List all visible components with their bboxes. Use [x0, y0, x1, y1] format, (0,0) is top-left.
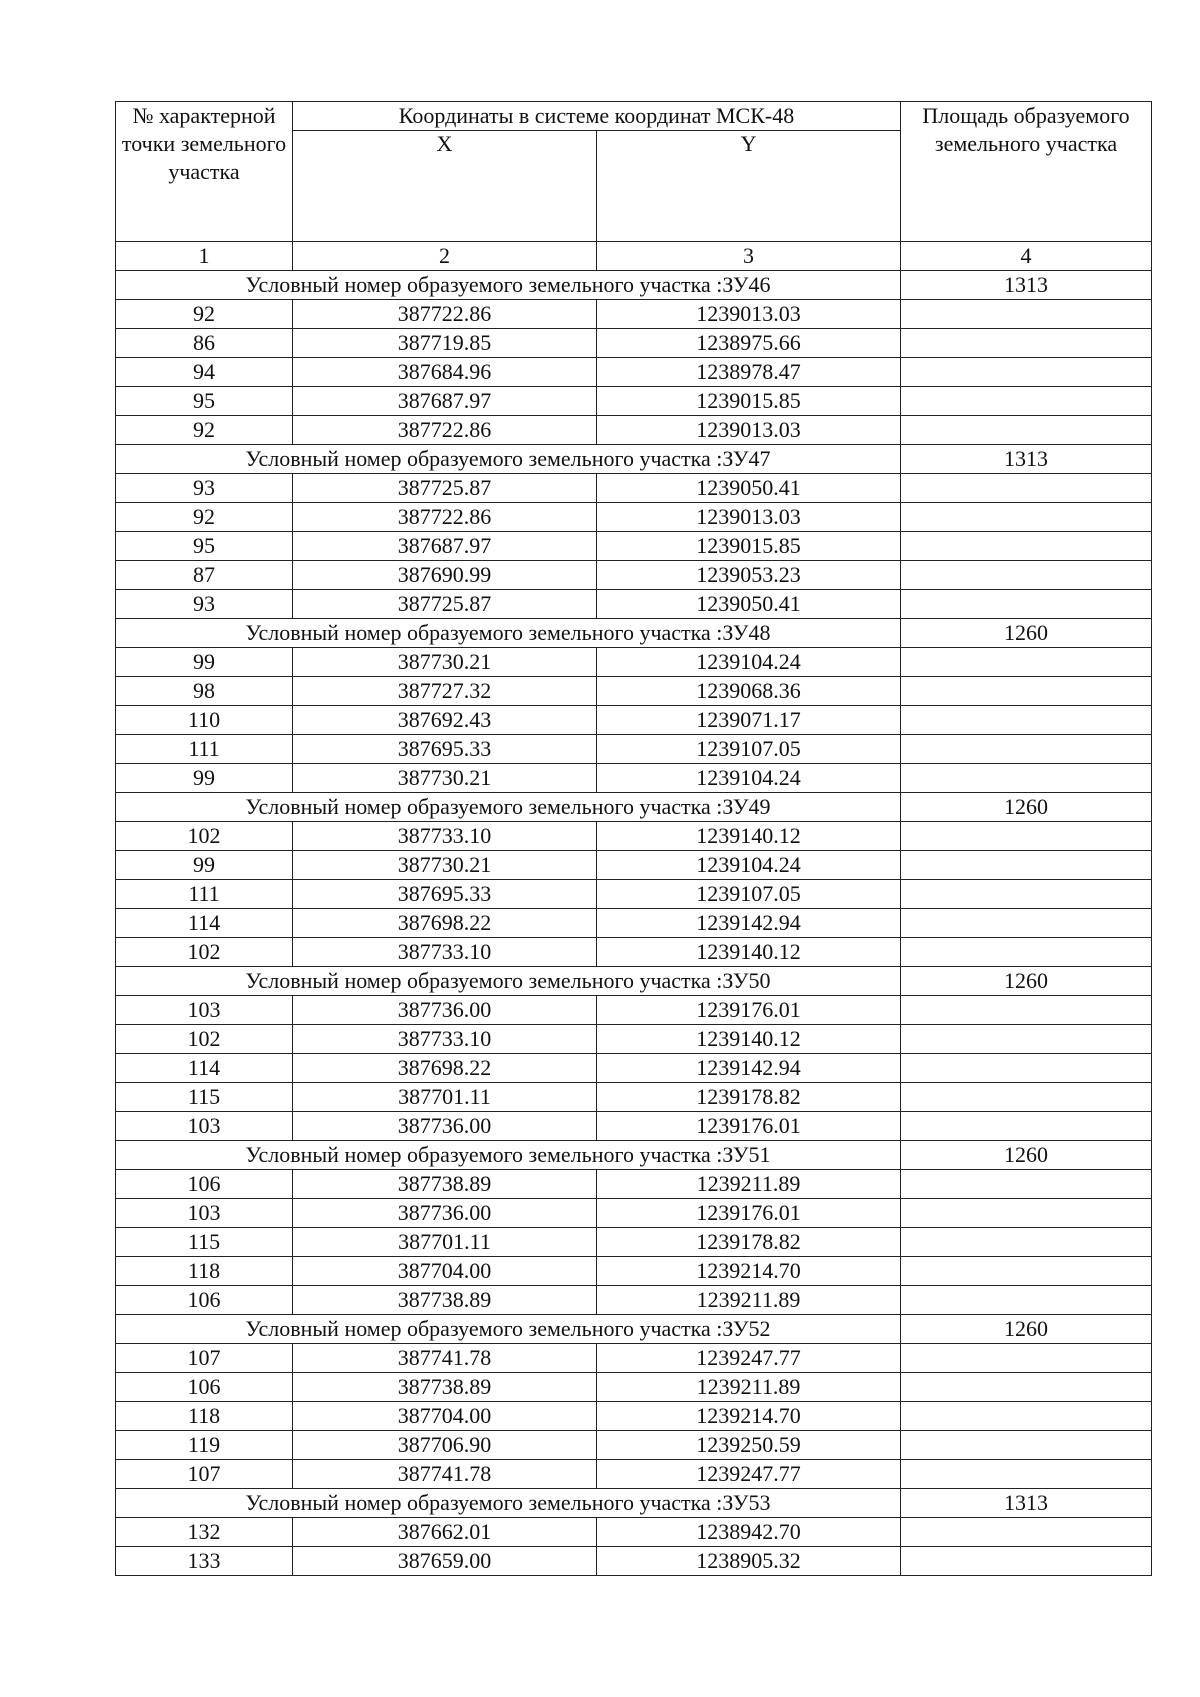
- point-number: 115: [116, 1228, 293, 1257]
- table-row: [116, 416, 1152, 445]
- point-number: 102: [116, 1025, 293, 1054]
- point-number: 107: [116, 1344, 293, 1373]
- x-coordinate: 387736.00: [293, 1199, 597, 1228]
- parcel-title-prefix: Условный номер образуемого земельного участка :: [245, 620, 723, 645]
- point-number: 133: [116, 1547, 293, 1576]
- point-number: 94: [116, 358, 293, 387]
- parcel-area: 1260: [901, 793, 1152, 822]
- point-number: 92: [116, 416, 293, 445]
- area-cell: [901, 1460, 1152, 1489]
- area-cell: [901, 822, 1152, 851]
- header-coordinates: Координаты в системе координат МСК-48: [293, 102, 901, 131]
- point-number: 103: [116, 1112, 293, 1141]
- y-coordinate: 1239176.01: [597, 996, 901, 1025]
- y-coordinate: 1239013.03: [597, 300, 901, 329]
- area-cell: [901, 416, 1152, 445]
- x-coordinate: 387690.99: [293, 561, 597, 590]
- table-row: [116, 1460, 1152, 1489]
- point-number: 92: [116, 503, 293, 532]
- x-coordinate: 387725.87: [293, 474, 597, 503]
- parcel-title-prefix: Условный номер образуемого земельного участка :: [245, 446, 723, 471]
- parcel-group-row: [116, 1489, 1152, 1518]
- column-number: 1: [116, 242, 293, 271]
- header-y: Y: [597, 131, 901, 242]
- x-coordinate: 387706.90: [293, 1431, 597, 1460]
- parcel-title-prefix: Условный номер образуемого земельного участка :: [245, 272, 723, 297]
- y-coordinate: 1238978.47: [597, 358, 901, 387]
- parcel-title: [116, 445, 901, 474]
- point-number: 114: [116, 909, 293, 938]
- y-coordinate: 1239214.70: [597, 1402, 901, 1431]
- parcel-area: 1313: [901, 1489, 1152, 1518]
- area-cell: [901, 1286, 1152, 1315]
- parcel-title-prefix: Условный номер образуемого земельного участка :: [245, 1142, 723, 1167]
- area-cell: [901, 1228, 1152, 1257]
- parcel-id: ЗУ46: [722, 272, 771, 297]
- table-row: [116, 880, 1152, 909]
- area-cell: [901, 938, 1152, 967]
- area-cell: [901, 880, 1152, 909]
- parcel-id: ЗУ50: [722, 968, 771, 993]
- x-coordinate: 387741.78: [293, 1460, 597, 1489]
- table-row: [116, 590, 1152, 619]
- parcel-group-row: [116, 793, 1152, 822]
- parcel-title: [116, 967, 901, 996]
- x-coordinate: 387733.10: [293, 1025, 597, 1054]
- area-cell: [901, 1373, 1152, 1402]
- table-row: [116, 822, 1152, 851]
- x-coordinate: 387684.96: [293, 358, 597, 387]
- y-coordinate: 1238942.70: [597, 1518, 901, 1547]
- x-coordinate: 387719.85: [293, 329, 597, 358]
- x-coordinate: 387695.33: [293, 880, 597, 909]
- area-cell: [901, 329, 1152, 358]
- table-row: [116, 329, 1152, 358]
- parcel-area: 1313: [901, 445, 1152, 474]
- y-coordinate: 1239140.12: [597, 1025, 901, 1054]
- area-cell: [901, 851, 1152, 880]
- point-number: 102: [116, 938, 293, 967]
- parcel-group-row: [116, 445, 1152, 474]
- y-coordinate: 1239178.82: [597, 1083, 901, 1112]
- table-row: [116, 1373, 1152, 1402]
- table-row: [116, 1431, 1152, 1460]
- table-row: [116, 503, 1152, 532]
- point-number: 107: [116, 1460, 293, 1489]
- column-numbers-row: [116, 242, 1152, 271]
- column-number: 3: [597, 242, 901, 271]
- parcel-title: [116, 1141, 901, 1170]
- parcel-id: ЗУ47: [722, 446, 771, 471]
- area-cell: [901, 1257, 1152, 1286]
- x-coordinate: 387662.01: [293, 1518, 597, 1547]
- y-coordinate: 1239142.94: [597, 909, 901, 938]
- area-cell: [901, 706, 1152, 735]
- x-coordinate: 387730.21: [293, 764, 597, 793]
- point-number: 111: [116, 735, 293, 764]
- point-number: 102: [116, 822, 293, 851]
- x-coordinate: 387687.97: [293, 387, 597, 416]
- y-coordinate: 1239176.01: [597, 1112, 901, 1141]
- parcel-group-row: [116, 967, 1152, 996]
- parcel-id: ЗУ52: [722, 1316, 771, 1341]
- area-cell: [901, 1054, 1152, 1083]
- area-cell: [901, 503, 1152, 532]
- area-cell: [901, 387, 1152, 416]
- table-row: [116, 677, 1152, 706]
- point-number: 106: [116, 1373, 293, 1402]
- point-number: 99: [116, 764, 293, 793]
- parcel-id: ЗУ48: [722, 620, 771, 645]
- area-cell: [901, 1518, 1152, 1547]
- point-number: 103: [116, 1199, 293, 1228]
- y-coordinate: 1239214.70: [597, 1257, 901, 1286]
- parcel-title: [116, 1315, 901, 1344]
- x-coordinate: 387722.86: [293, 416, 597, 445]
- point-number: 95: [116, 387, 293, 416]
- x-coordinate: 387730.21: [293, 648, 597, 677]
- y-coordinate: 1239247.77: [597, 1344, 901, 1373]
- point-number: 119: [116, 1431, 293, 1460]
- point-number: 86: [116, 329, 293, 358]
- point-number: 114: [116, 1054, 293, 1083]
- area-cell: [901, 1199, 1152, 1228]
- parcel-title-prefix: Условный номер образуемого земельного участка :: [245, 794, 723, 819]
- coordinates-table: [115, 101, 1152, 1576]
- point-number: 118: [116, 1402, 293, 1431]
- table-row: [116, 300, 1152, 329]
- area-cell: [901, 358, 1152, 387]
- table-row: [116, 1286, 1152, 1315]
- y-coordinate: 1239068.36: [597, 677, 901, 706]
- y-coordinate: 1239071.17: [597, 706, 901, 735]
- header-area: Площадь образуемого земельного участка: [901, 102, 1152, 242]
- parcel-title-prefix: Условный номер образуемого земельного участка :: [245, 1316, 723, 1341]
- parcel-title-prefix: Условный номер образуемого земельного участка :: [245, 968, 723, 993]
- x-coordinate: 387698.22: [293, 1054, 597, 1083]
- parcel-title-prefix: Условный номер образуемого земельного участка :: [245, 1490, 723, 1515]
- area-cell: [901, 561, 1152, 590]
- y-coordinate: 1239015.85: [597, 387, 901, 416]
- table-row: [116, 938, 1152, 967]
- table-row: [116, 1112, 1152, 1141]
- table-row: [116, 532, 1152, 561]
- point-number: 99: [116, 648, 293, 677]
- table-row: [116, 1228, 1152, 1257]
- y-coordinate: 1239013.03: [597, 503, 901, 532]
- x-coordinate: 387704.00: [293, 1402, 597, 1431]
- header-point-number: № характерной точки земельного участка: [116, 102, 293, 242]
- x-coordinate: 387736.00: [293, 1112, 597, 1141]
- x-coordinate: 387725.87: [293, 590, 597, 619]
- area-cell: [901, 1170, 1152, 1199]
- y-coordinate: 1239107.05: [597, 735, 901, 764]
- table-row: [116, 764, 1152, 793]
- parcel-group-row: [116, 271, 1152, 300]
- x-coordinate: 387659.00: [293, 1547, 597, 1576]
- point-number: 118: [116, 1257, 293, 1286]
- parcel-group-row: [116, 1315, 1152, 1344]
- table-row: [116, 735, 1152, 764]
- parcel-area: 1313: [901, 271, 1152, 300]
- point-number: 111: [116, 880, 293, 909]
- y-coordinate: 1239140.12: [597, 822, 901, 851]
- y-coordinate: 1238975.66: [597, 329, 901, 358]
- y-coordinate: 1239247.77: [597, 1460, 901, 1489]
- area-cell: [901, 1025, 1152, 1054]
- area-cell: [901, 735, 1152, 764]
- point-number: 106: [116, 1286, 293, 1315]
- parcel-area: 1260: [901, 619, 1152, 648]
- y-coordinate: 1239140.12: [597, 938, 901, 967]
- area-cell: [901, 1112, 1152, 1141]
- y-coordinate: 1239104.24: [597, 648, 901, 677]
- table-row: [116, 1083, 1152, 1112]
- area-cell: [901, 1083, 1152, 1112]
- table-row: [116, 1547, 1152, 1576]
- parcel-id: ЗУ49: [722, 794, 771, 819]
- area-cell: [901, 1431, 1152, 1460]
- point-number: 103: [116, 996, 293, 1025]
- x-coordinate: 387738.89: [293, 1286, 597, 1315]
- area-cell: [901, 677, 1152, 706]
- y-coordinate: 1239211.89: [597, 1373, 901, 1402]
- table-row: [116, 706, 1152, 735]
- y-coordinate: 1238905.32: [597, 1547, 901, 1576]
- parcel-id: ЗУ53: [722, 1490, 771, 1515]
- y-coordinate: 1239142.94: [597, 1054, 901, 1083]
- y-coordinate: 1239211.89: [597, 1286, 901, 1315]
- table-row: [116, 1402, 1152, 1431]
- point-number: 98: [116, 677, 293, 706]
- point-number: 115: [116, 1083, 293, 1112]
- header-x: X: [293, 131, 597, 242]
- parcel-area: 1260: [901, 967, 1152, 996]
- point-number: 132: [116, 1518, 293, 1547]
- point-number: 95: [116, 532, 293, 561]
- x-coordinate: 387738.89: [293, 1170, 597, 1199]
- x-coordinate: 387733.10: [293, 938, 597, 967]
- parcel-area: 1260: [901, 1141, 1152, 1170]
- table-row: [116, 996, 1152, 1025]
- table-row: [116, 851, 1152, 880]
- y-coordinate: 1239107.05: [597, 880, 901, 909]
- table-row: [116, 1054, 1152, 1083]
- table-row: [116, 1518, 1152, 1547]
- x-coordinate: 387701.11: [293, 1228, 597, 1257]
- table-row: [116, 1257, 1152, 1286]
- table-row: [116, 648, 1152, 677]
- area-cell: [901, 1402, 1152, 1431]
- table-row: [116, 1025, 1152, 1054]
- y-coordinate: 1239104.24: [597, 764, 901, 793]
- y-coordinate: 1239211.89: [597, 1170, 901, 1199]
- point-number: 93: [116, 590, 293, 619]
- coordinates-table-body: [116, 102, 1152, 1576]
- y-coordinate: 1239176.01: [597, 1199, 901, 1228]
- area-cell: [901, 474, 1152, 503]
- area-cell: [901, 1344, 1152, 1373]
- y-coordinate: 1239178.82: [597, 1228, 901, 1257]
- parcel-id: ЗУ51: [722, 1142, 771, 1167]
- point-number: 92: [116, 300, 293, 329]
- y-coordinate: 1239050.41: [597, 590, 901, 619]
- column-number: 2: [293, 242, 597, 271]
- area-cell: [901, 909, 1152, 938]
- x-coordinate: 387695.33: [293, 735, 597, 764]
- x-coordinate: 387727.32: [293, 677, 597, 706]
- parcel-title: [116, 793, 901, 822]
- parcel-title: [116, 619, 901, 648]
- area-cell: [901, 300, 1152, 329]
- area-cell: [901, 590, 1152, 619]
- parcel-title: [116, 271, 901, 300]
- column-number: 4: [901, 242, 1152, 271]
- table-row: [116, 358, 1152, 387]
- point-number: 87: [116, 561, 293, 590]
- parcel-group-row: [116, 619, 1152, 648]
- x-coordinate: 387722.86: [293, 300, 597, 329]
- x-coordinate: 387722.86: [293, 503, 597, 532]
- parcel-title: [116, 1489, 901, 1518]
- point-number: 93: [116, 474, 293, 503]
- x-coordinate: 387698.22: [293, 909, 597, 938]
- y-coordinate: 1239013.03: [597, 416, 901, 445]
- x-coordinate: 387733.10: [293, 822, 597, 851]
- area-cell: [901, 648, 1152, 677]
- parcel-group-row: [116, 1141, 1152, 1170]
- x-coordinate: 387738.89: [293, 1373, 597, 1402]
- point-number: 99: [116, 851, 293, 880]
- point-number: 106: [116, 1170, 293, 1199]
- table-row: [116, 561, 1152, 590]
- point-number: 110: [116, 706, 293, 735]
- y-coordinate: 1239053.23: [597, 561, 901, 590]
- area-cell: [901, 1547, 1152, 1576]
- x-coordinate: 387730.21: [293, 851, 597, 880]
- y-coordinate: 1239050.41: [597, 474, 901, 503]
- area-cell: [901, 996, 1152, 1025]
- y-coordinate: 1239015.85: [597, 532, 901, 561]
- area-cell: [901, 764, 1152, 793]
- x-coordinate: 387701.11: [293, 1083, 597, 1112]
- y-coordinate: 1239250.59: [597, 1431, 901, 1460]
- x-coordinate: 387692.43: [293, 706, 597, 735]
- table-row: [116, 387, 1152, 416]
- table-row: [116, 1199, 1152, 1228]
- table-row: [116, 474, 1152, 503]
- table-row: [116, 1170, 1152, 1199]
- x-coordinate: 387687.97: [293, 532, 597, 561]
- table-row: [116, 1344, 1152, 1373]
- area-cell: [901, 532, 1152, 561]
- x-coordinate: 387741.78: [293, 1344, 597, 1373]
- x-coordinate: 387736.00: [293, 996, 597, 1025]
- parcel-area: 1260: [901, 1315, 1152, 1344]
- x-coordinate: 387704.00: [293, 1257, 597, 1286]
- table-row: [116, 909, 1152, 938]
- y-coordinate: 1239104.24: [597, 851, 901, 880]
- header-row-1: [116, 102, 1152, 131]
